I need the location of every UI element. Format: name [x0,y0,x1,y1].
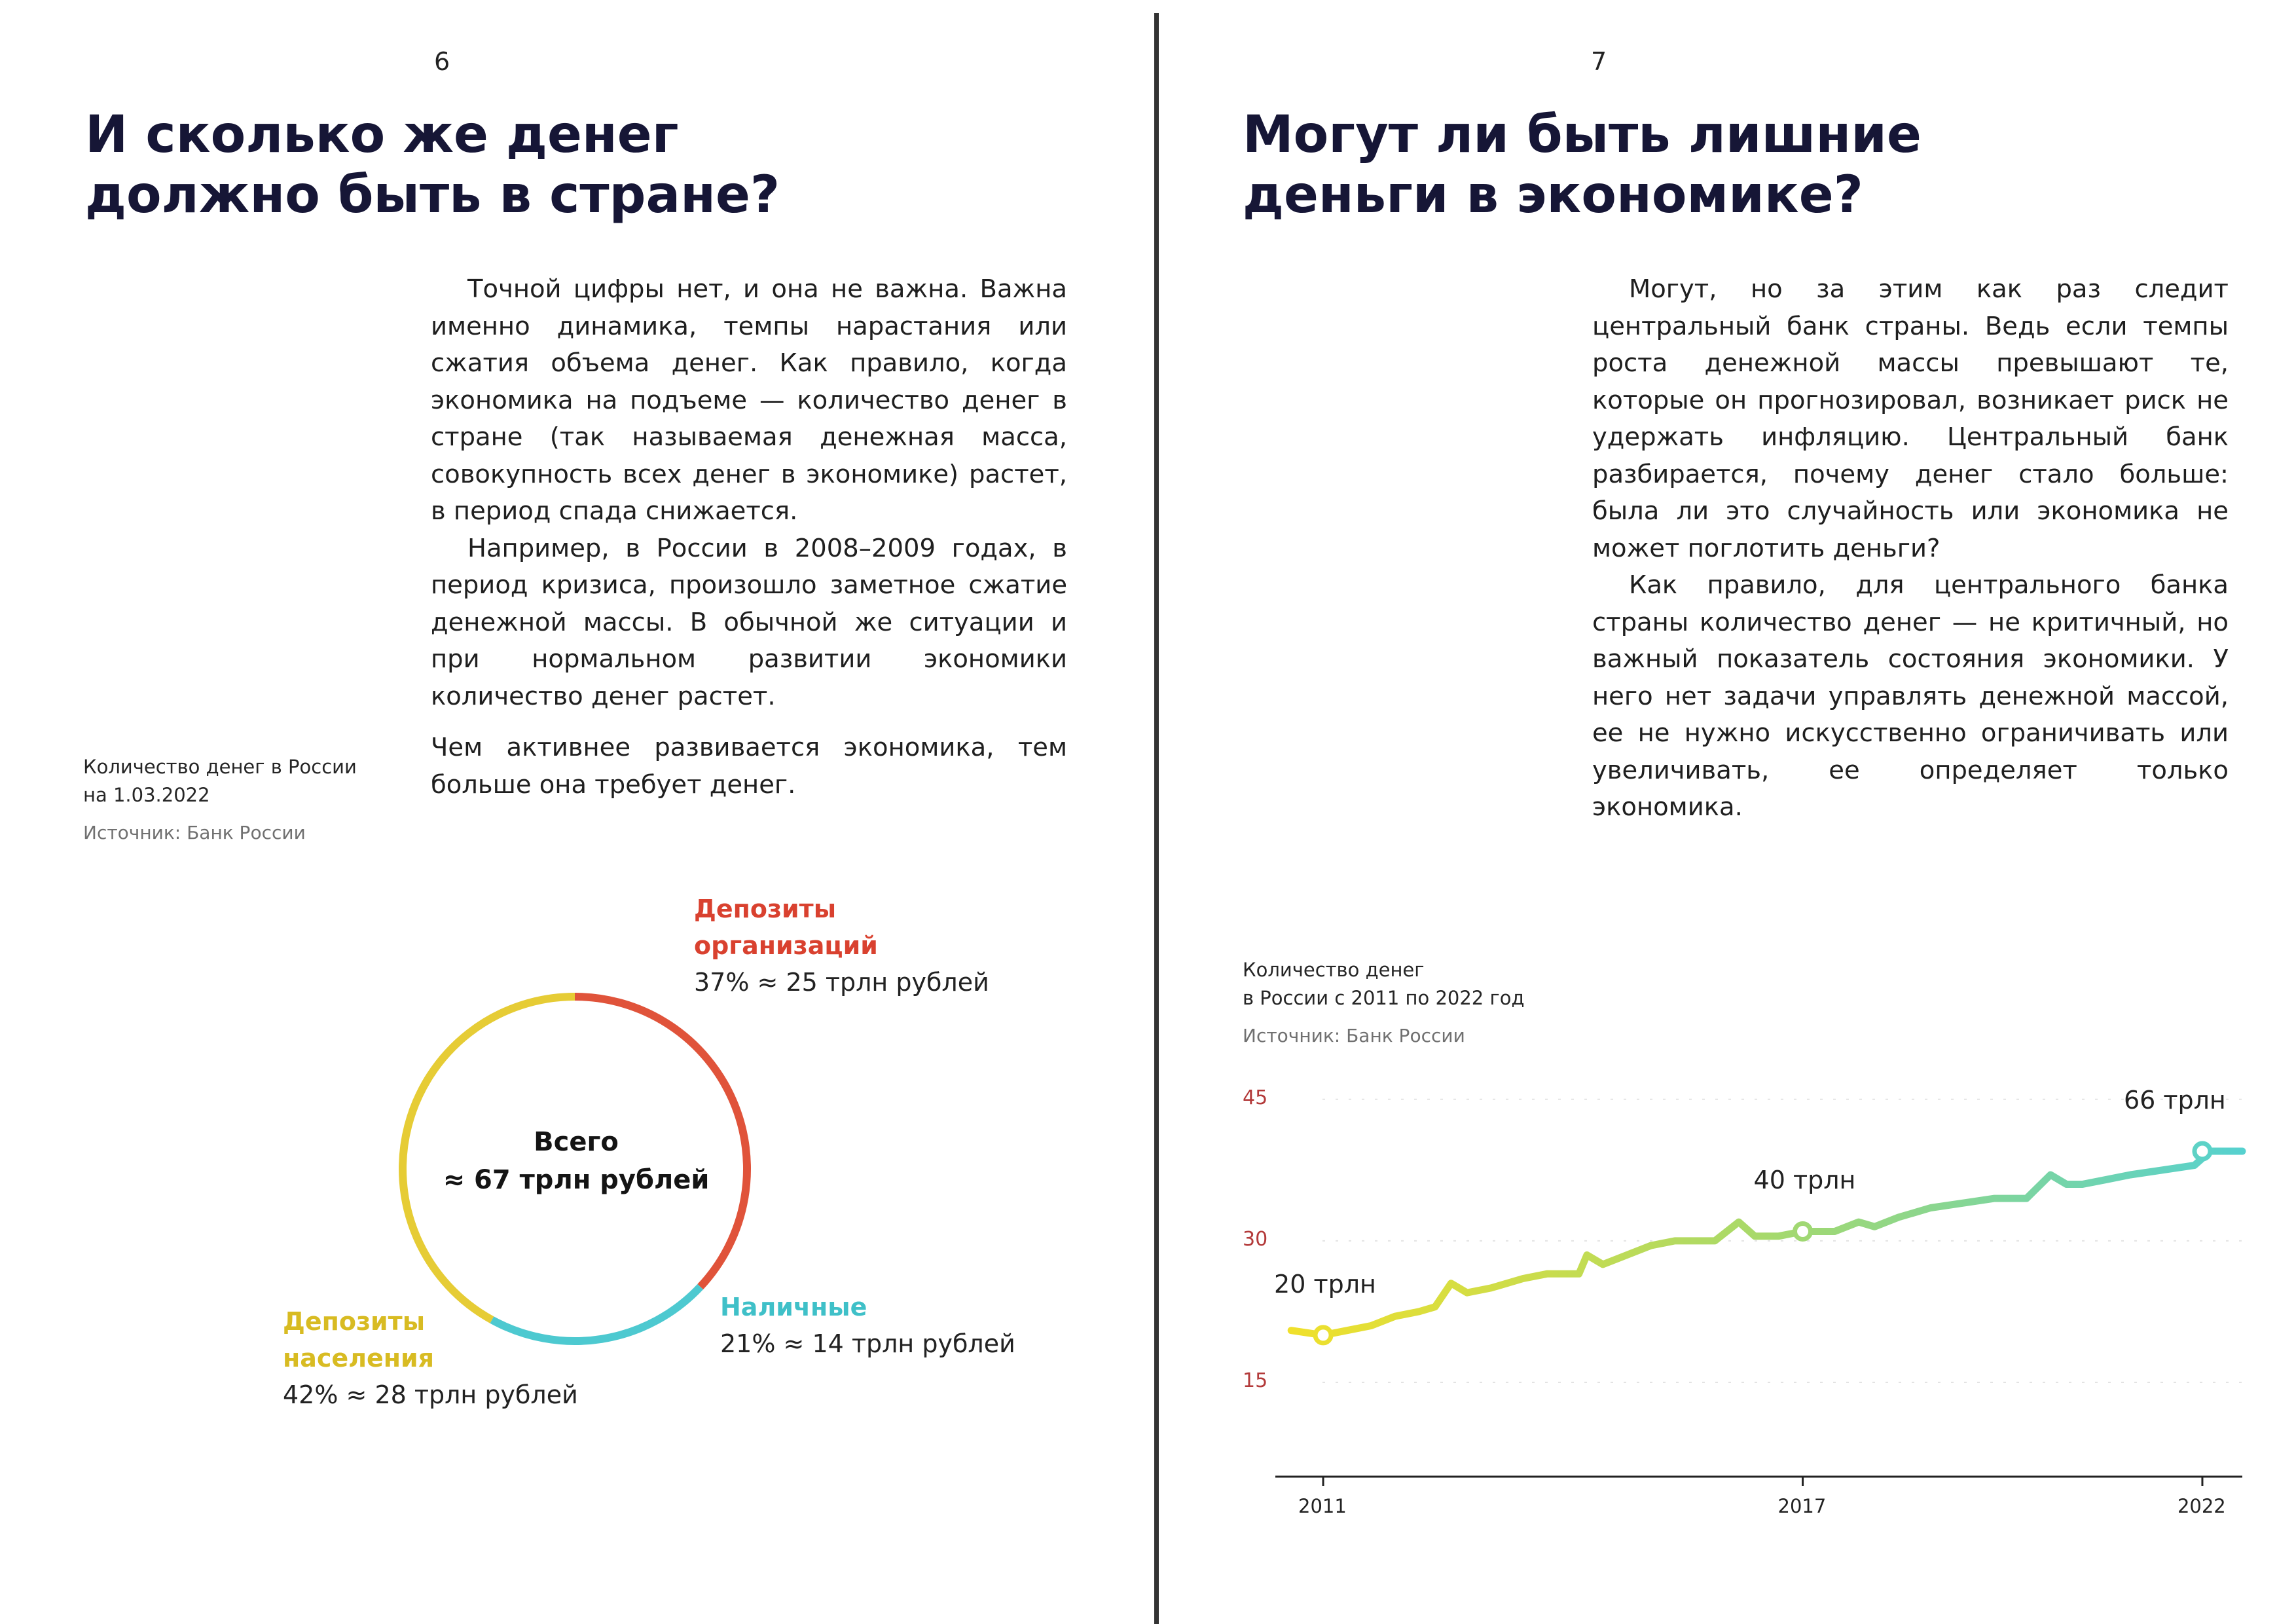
annotation-label: 40 трлн [1753,1166,1856,1195]
caption-line: в России с 2011 по 2022 год [1243,987,1525,1009]
annotation-point [1795,1223,1811,1239]
paragraph: Точной цифры нет, и она не важна. Важна именно динамика, темпы нарастания или сжатия объема денег. Как правило, когда экономика на подъеме — количество денег в стране (так называемая денежная масса, совокупность всех денег в экономике) растет, в период спада снижается. [431,274,1067,526]
chart-source-right: Источник: Банк России [1243,1025,1465,1046]
slice-name: Депозиты [694,895,837,923]
x-tick-label: 2022 [2177,1495,2226,1517]
title-line: И сколько же денег [85,105,679,164]
caption-line: Количество денег в России [83,756,357,778]
page-number-right: 7 [1591,47,1607,76]
annotation-point [1315,1327,1331,1343]
title-line: деньги в экономике? [1243,166,1863,225]
title-line: Могут ли быть лишние [1243,105,1922,164]
paragraph: Например, в России в 2008–2009 годах, в период кризиса, произошло заметное сжатие денежной массы. В обычной же ситуации и при нормальном развитии экономики количество денег растет. [431,533,1067,711]
y-tick-label: 15 [1243,1369,1268,1392]
slice-value: 37% ≈ 25 трлн рублей [694,968,989,997]
slice-name: населения [283,1344,435,1373]
slice-value: 42% ≈ 28 трлн рублей [283,1380,578,1409]
paragraph: Чем активнее развивается экономика, тем больше она требует денег. [431,733,1067,800]
annotation-point [2195,1143,2210,1159]
slice-name: организаций [694,931,878,960]
caption-line: на 1.03.2022 [83,784,210,806]
y-tick-label: 30 [1243,1227,1268,1251]
slice-name: Наличные [720,1293,867,1321]
y-tick-label: 45 [1243,1086,1268,1109]
center-label-line: Всего [534,1127,619,1157]
paragraph: Как правило, для центрального банка страны количество денег — не критичный, но важный показатель состояния экономики. У него нет задачи управлять денежной массой, ее не нужно искусственно ограничивать или увеличивать, ее определяет только экономика. [1592,570,2229,822]
x-tick-label: 2017 [1777,1495,1827,1517]
caption-line: Количество денег [1243,959,1425,981]
x-tick-label: 2011 [1298,1495,1347,1517]
slice-name: Депозиты [283,1307,426,1336]
annotation-label: 20 трлн [1274,1269,1376,1299]
slice-value: 21% ≈ 14 трлн рублей [720,1329,1015,1358]
center-label-line: ≈ 67 трлн рублей [443,1165,710,1195]
title-line: должно быть в стране? [85,166,780,225]
paragraph: Могут, но за этим как раз следит центральный банк страны. Ведь если темпы роста денежной массы превышают те, которые он прогнозировал, возникает риск не удержать инфляцию. Центральный банк разбирается, почему денег стало больше: была ли это случайность или экономика не может поглотить деньги? [1592,274,2229,563]
chart-source-left: Источник: Банк России [83,822,306,843]
annotation-label: 66 трлн [2123,1086,2226,1115]
page-number-left: 6 [434,47,450,76]
